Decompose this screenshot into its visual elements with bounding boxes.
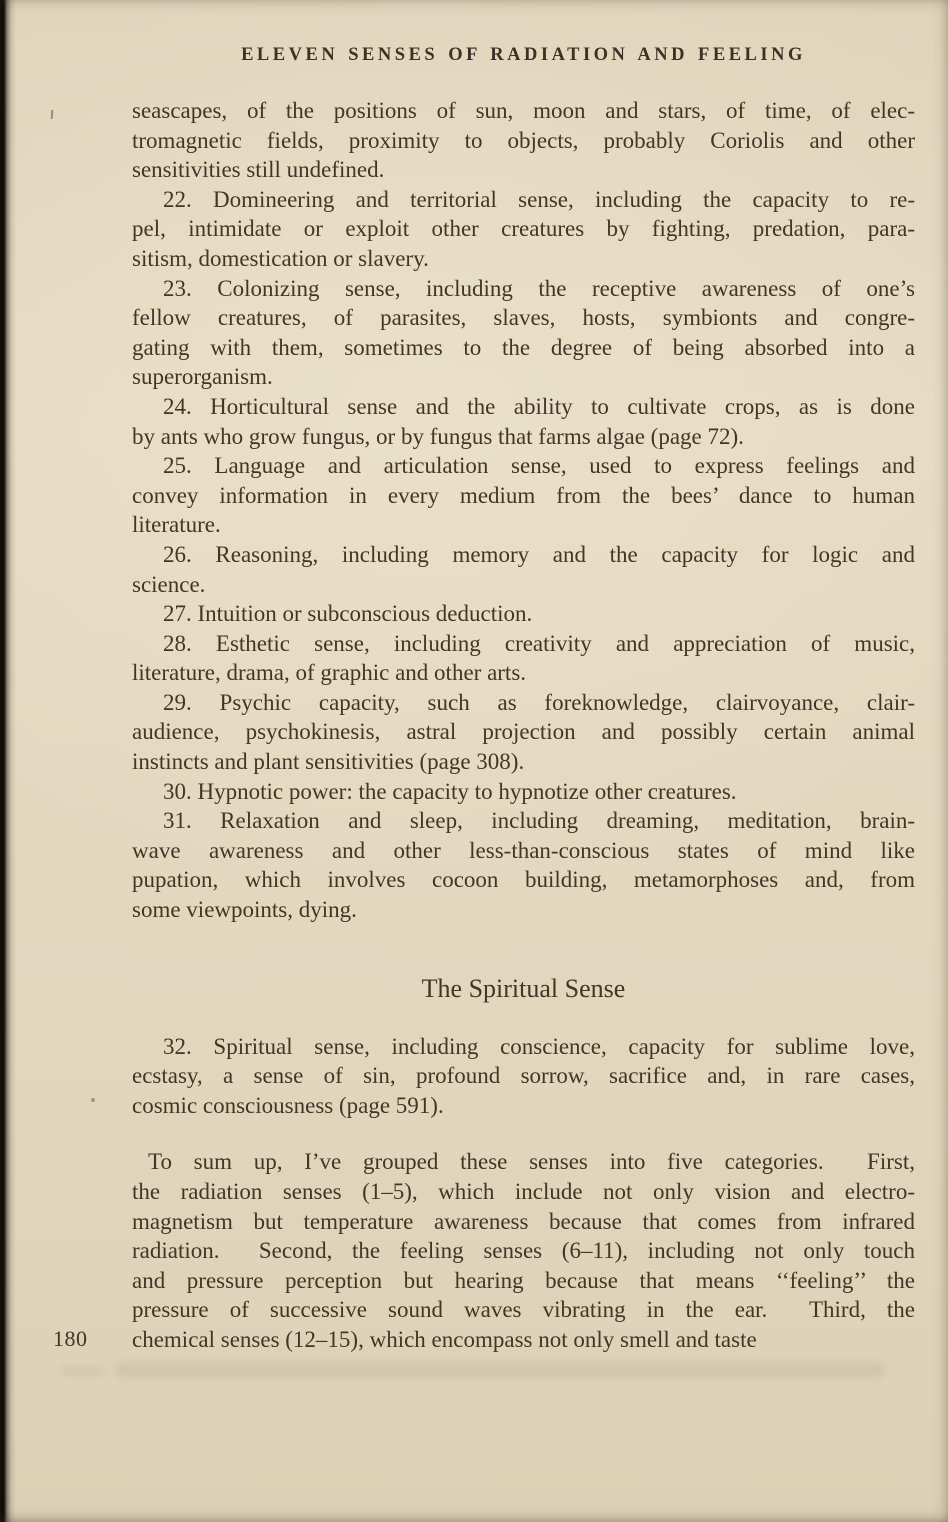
section-heading: The Spiritual Sense (421, 973, 626, 1003)
text-line: 25. Language and articulation sense, used to express feelings and (163, 453, 915, 479)
paragraph (132, 274, 915, 392)
paragraph (132, 806, 915, 924)
text-line: 28. Esthetic sense, including creativity and appreciation of music, (163, 630, 915, 656)
text-line: 32. Spiritual sense, including conscience, capacity for sublime love, (163, 1033, 915, 1059)
text-line: superorganism. (132, 364, 273, 390)
show-through-ghost (60, 1366, 106, 1376)
text-line: 29. Psychic capacity, such as foreknowledge, clairvoyance, clair- (163, 689, 915, 715)
text-line: convey information in every medium from the bees’ dance to human (132, 482, 915, 508)
paragraph (132, 599, 915, 629)
text-line: 27. Intuition or subconscious deduction. (163, 601, 533, 627)
text-line: science. (132, 571, 206, 597)
text-line: audience, psychokinesis, astral projection and possibly certain animal (132, 719, 915, 745)
text-line: radiation. Second, the feeling senses (6–11), including not only touch (132, 1238, 915, 1264)
text-line: 22. Domineering and territorial sense, including the capacity to re- (163, 186, 915, 212)
text-line: literature, drama, of graphic and other arts. (132, 660, 527, 686)
paragraph (132, 392, 915, 451)
text-line: To sum up, I’ve grouped these senses into five categories. First, (148, 1149, 915, 1175)
paragraph (132, 451, 915, 540)
paragraph (132, 688, 915, 777)
paragraph (132, 1032, 915, 1121)
paragraph (132, 629, 915, 688)
text-line: 23. Colonizing sense, including the receptive awareness of one’s (163, 275, 915, 301)
text-line: literature. (132, 512, 221, 538)
text-line: magnetism but temperature awareness because that comes from infrared (132, 1208, 915, 1234)
text-line: seascapes, of the positions of sun, moon and stars, of time, of elec- (132, 98, 915, 123)
text-line: instincts and plant sensitivities (page 308). (132, 749, 525, 775)
text-line: ecstasy, a sense of sin, profound sorrow, sacrifice and, in rare cases, (132, 1063, 915, 1089)
paragraph (132, 96, 915, 185)
text-line: the radiation senses (1–5), which include not only vision and electro- (132, 1179, 915, 1204)
text-line: cosmic consciousness (page 591). (132, 1092, 444, 1118)
text-line: 30. Hypnotic power: the capacity to hypnotize other creatures. (163, 778, 737, 804)
text-line: pupation, which involves cocoon building, metamorphoses and, from (132, 867, 915, 893)
text-line: pressure of successive sound waves vibrating in the ear. Third, the (132, 1297, 915, 1323)
text-line: sitism, domestication or slavery. (132, 245, 429, 271)
show-through-ghost (115, 1362, 885, 1378)
text-line: fellow creatures, of parasites, slaves, hosts, symbionts and congre- (132, 305, 915, 331)
paper-speck (51, 110, 53, 119)
text-line: some viewpoints, dying. (132, 897, 357, 923)
page-left-edge (0, 0, 16, 1522)
paragraph (132, 1147, 915, 1354)
text-line: gating with them, sometimes to the degree of being absorbed into a (132, 334, 915, 360)
text-line: by ants who grow fungus, or by fungus that farms algae (page 72). (132, 423, 744, 449)
running-header: ELEVEN SENSES OF RADIATION AND FEELING (241, 45, 806, 65)
text-line: tromagnetic fields, proximity to objects, probably Coriolis and other (132, 127, 915, 153)
text-block (132, 96, 915, 1355)
text-line: 24. Horticultural sense and the ability to cultivate crops, as is done (163, 393, 915, 419)
text-line: pel, intimidate or exploit other creatures by fighting, predation, para- (132, 216, 915, 242)
paragraph (132, 777, 915, 807)
text-line: and pressure perception but hearing because that means ‘‘feeling’’ the (132, 1267, 915, 1293)
text-line: 26. Reasoning, including memory and the capacity for logic and (163, 541, 915, 567)
text-line: 31. Relaxation and sleep, including dreaming, meditation, brain- (163, 808, 915, 834)
text-line: wave awareness and other less-than-conscious states of mind like (132, 837, 915, 863)
paragraph (132, 185, 915, 274)
paper-speck (91, 1098, 95, 1102)
text-line: sensitivities still undefined. (132, 157, 385, 183)
text-line: chemical senses (12–15), which encompass not only smell and taste (132, 1326, 757, 1352)
paragraph (132, 540, 915, 599)
page-number: 180 (53, 1326, 88, 1351)
